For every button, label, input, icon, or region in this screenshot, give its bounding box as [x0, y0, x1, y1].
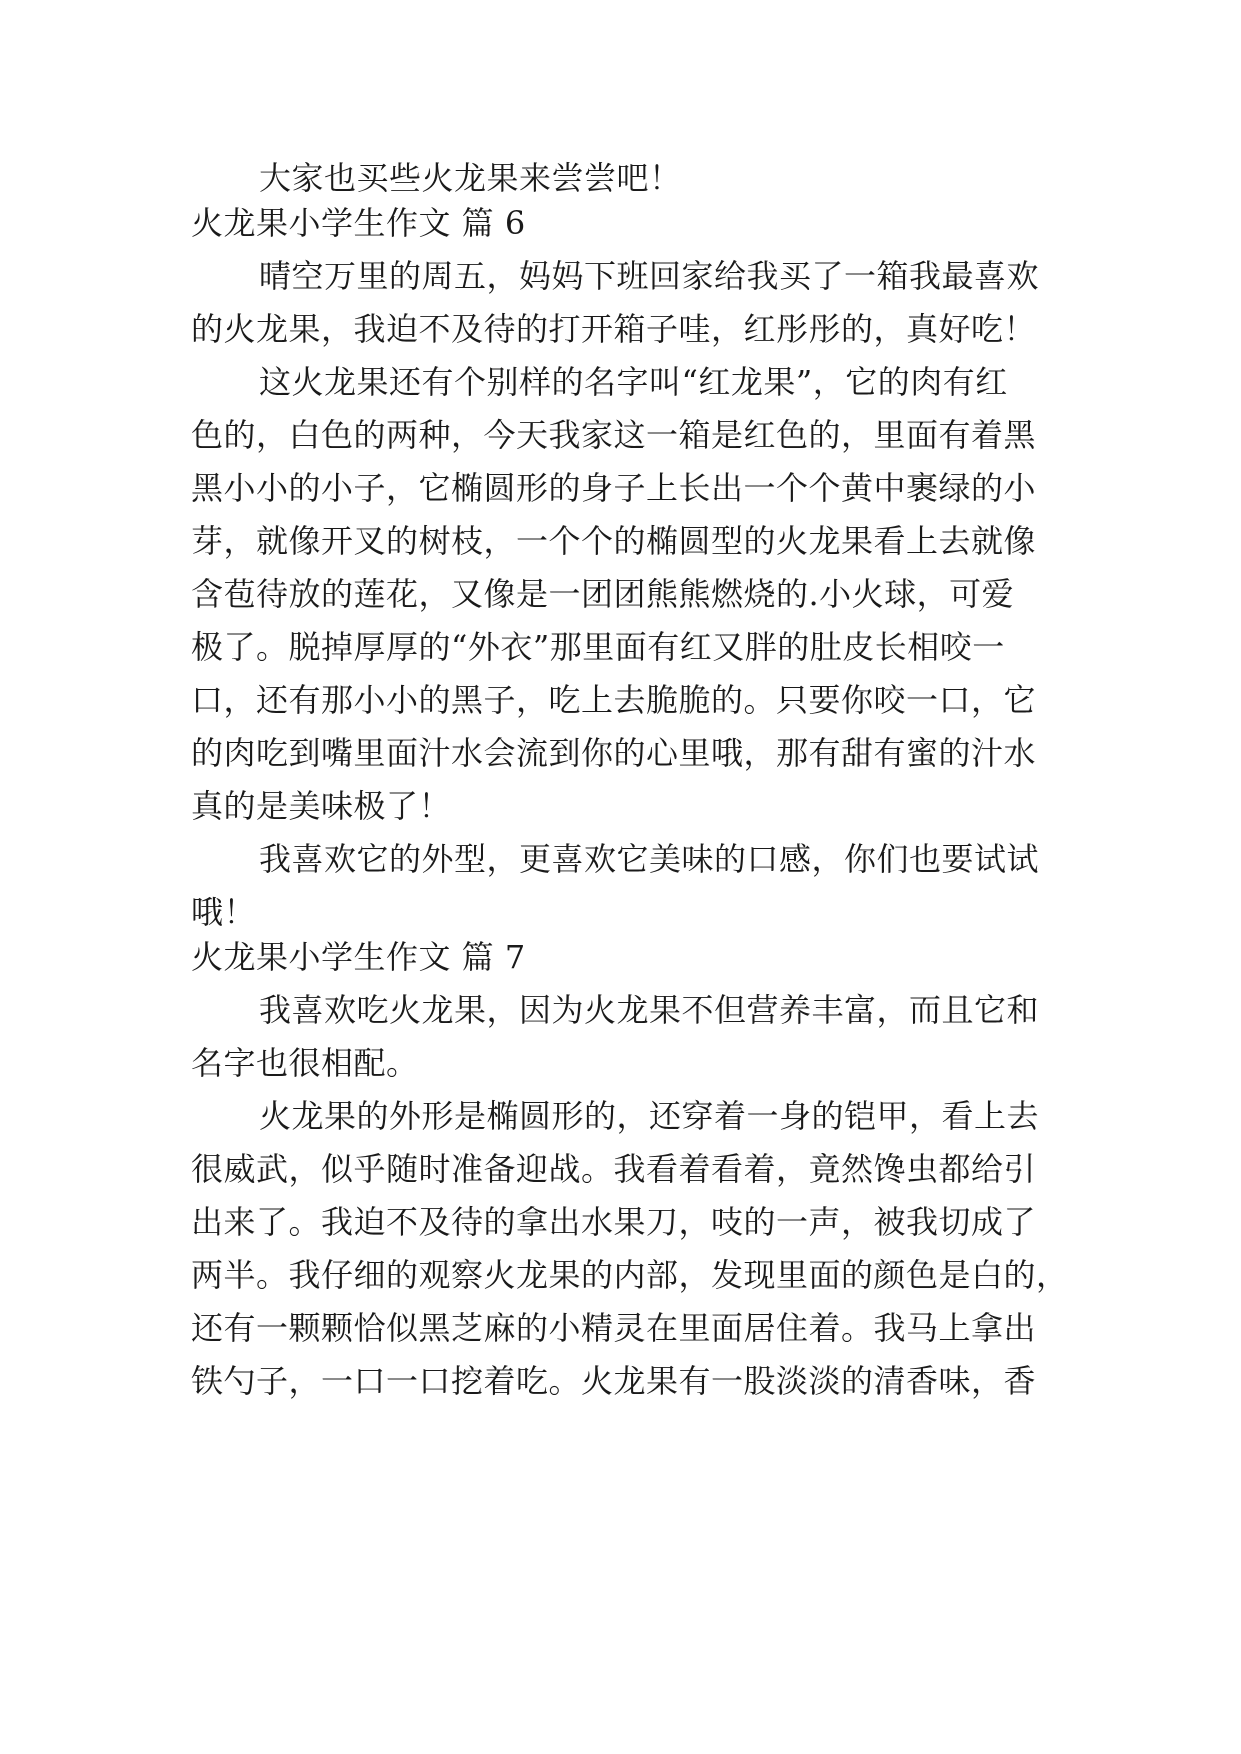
paragraph-line: 口，还有那小小的黑子，吃上去脆脆的。只要你咬一口，它 — [191, 681, 1037, 719]
paragraph-line: 出来了。我迫不及待的拿出水果刀，吱的一声，被我切成了 — [191, 1203, 1037, 1241]
paragraph-line: 色的，白色的两种，今天我家这一箱是红色的，里面有着黑 — [191, 416, 1037, 454]
paragraph-line: 极了。脱掉厚厚的“外衣”那里面有红又胖的肚皮长相咬一 — [191, 628, 1005, 666]
paragraph-line: 名字也很相配。 — [191, 1044, 419, 1082]
paragraph-line: 黑小小的小子，它椭圆形的身子上长出一个个黄中裹绿的小 — [191, 469, 1037, 507]
paragraph-line: 还有一颗颗恰似黑芝麻的小精灵在里面居住着。我马上拿出 — [191, 1309, 1037, 1347]
paragraph-line: 我喜欢它的外型，更喜欢它美味的口感，你们也要试试 — [259, 840, 1040, 878]
paragraph-line: 含苞待放的莲花，又像是一团团熊熊燃烧的.小火球，可爱 — [191, 575, 1015, 613]
paragraph-line: 大家也买些火龙果来尝尝吧！ — [259, 159, 682, 197]
section-heading: 火龙果小学生作文 篇 7 — [191, 938, 526, 976]
section-heading: 火龙果小学生作文 篇 6 — [191, 204, 526, 242]
paragraph-line: 晴空万里的周五，妈妈下班回家给我买了一箱我最喜欢 — [259, 257, 1040, 295]
paragraph-line: 很威武，似乎随时准备迎战。我看着看着，竟然馋虫都给引 — [191, 1150, 1037, 1188]
paragraph-line: 的火龙果，我迫不及待的打开箱子哇，红彤彤的，真好吃！ — [191, 310, 1037, 348]
paragraph-line: 两半。我仔细的观察火龙果的内部，发现里面的颜色是白的， — [191, 1256, 1069, 1294]
paragraph-line: 我喜欢吃火龙果，因为火龙果不但营养丰富，而且它和 — [259, 991, 1040, 1029]
paragraph-line: 的肉吃到嘴里面汁水会流到你的心里哦，那有甜有蜜的汁水 — [191, 734, 1037, 772]
paragraph-line: 火龙果的外形是椭圆形的，还穿着一身的铠甲，看上去 — [259, 1097, 1040, 1135]
paragraph-line: 真的是美味极了！ — [191, 787, 452, 825]
paragraph-line: 哦！ — [191, 893, 257, 931]
paragraph-line: 这火龙果还有个别样的名字叫“红龙果”，它的肉有红 — [259, 363, 1008, 401]
paragraph-line: 芽，就像开叉的树枝，一个个的椭圆型的火龙果看上去就像 — [191, 522, 1037, 560]
paragraph-line: 铁勺子，一口一口挖着吃。火龙果有一股淡淡的清香味，香 — [191, 1362, 1037, 1400]
